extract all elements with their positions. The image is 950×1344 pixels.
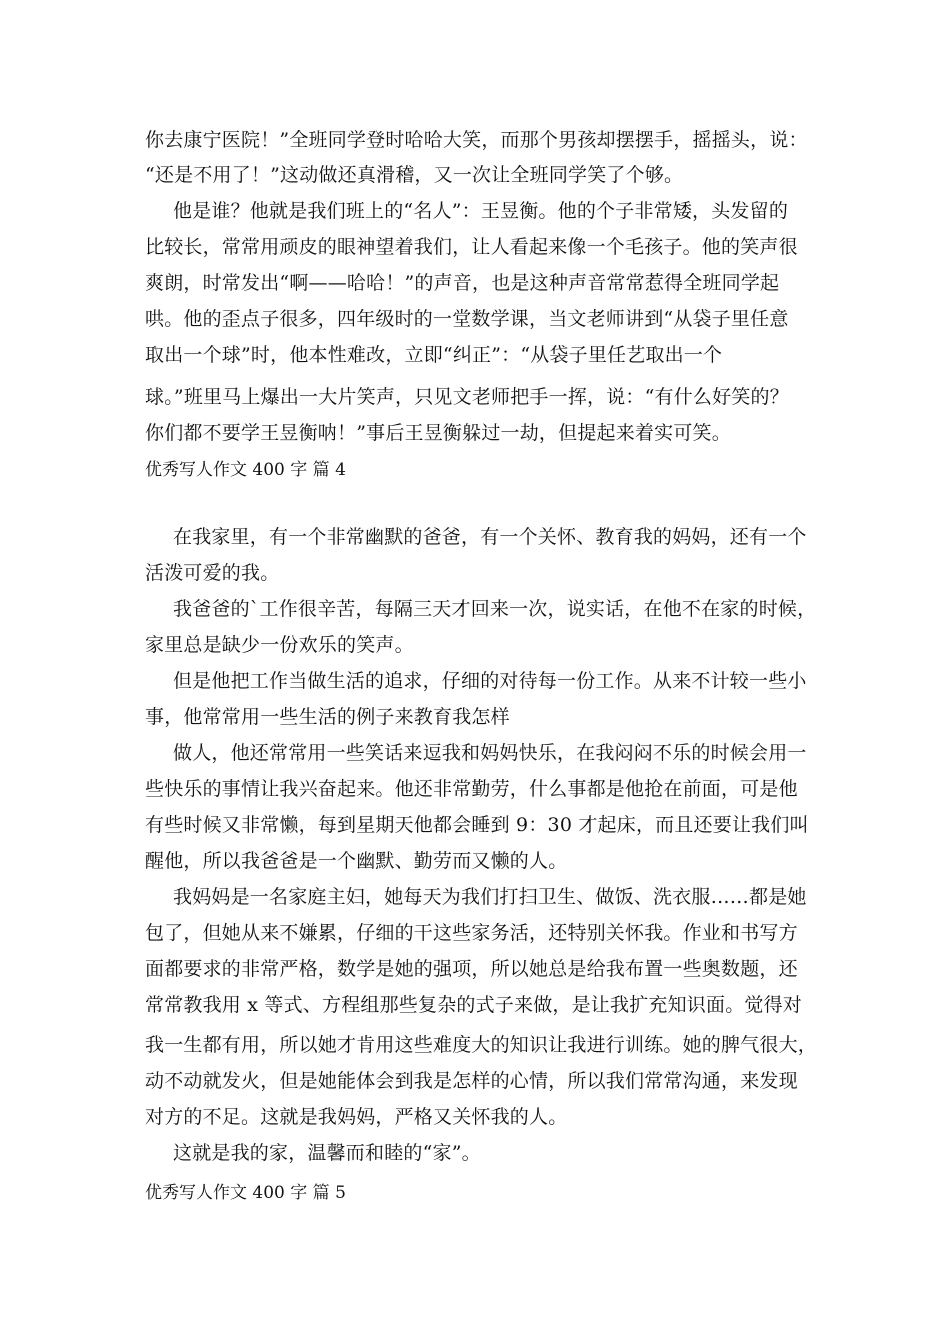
text-line: 球。”班里马上爆出一大片笑声，只见文老师把手一挥，说：“有什么好笑的？ <box>145 386 789 408</box>
text-line: 你们都不要学王昱衡呐！”事后王昱衡躲过一劫，但提起来着实可笑。 <box>145 422 731 444</box>
text-line: 你去康宁医院！”全班同学登时哈哈大笑，而那个男孩却摆摆手，摇摇头，说： <box>145 129 808 151</box>
text-line: 取出一个球”时，他本性难改，立即“纠正”：“从袋子里任艺取出一个 <box>145 344 723 366</box>
text-line: 常常教我用 x 等式、方程组那些复杂的式子来做，是让我扩充知识面。觉得对 <box>145 994 802 1016</box>
paragraph-start-line: 他是谁？他就是我们班上的“名人”：王昱衡。他的个子非常矮，头发留的 <box>173 200 789 222</box>
section-heading: 优秀写人作文 400 字 篇 4 <box>145 460 346 480</box>
paragraph-start-line: 做人，他还常常用一些笑话来逗我和妈妈快乐，在我闷闷不乐的时候会用一 <box>173 742 807 764</box>
text-line: 包了，但她从来不嫌累，仔细的干这些家务活，还特别关怀我。作业和书写方 <box>145 922 798 944</box>
text-line: 哄。他的歪点子很多，四年级时的一堂数学课，当文老师讲到“从袋子里任意 <box>145 308 789 330</box>
text-line: 醒他，所以我爸爸是一个幽默、勤劳而又懒的人。 <box>145 850 568 872</box>
text-line: 活泼可爱的我。 <box>145 562 280 584</box>
text-line: 面都要求的非常严格，数学是她的强项，所以她总是给我布置一些奥数题，还 <box>145 958 798 980</box>
text-line: “还是不用了！”这动做还真滑稽，又一次让全班同学笑了个够。 <box>145 164 684 186</box>
paragraph-start-line: 这就是我的家，温馨而和睦的“家”。 <box>173 1142 481 1164</box>
text-line: 事，他常常用一些生活的例子来教育我怎样 <box>145 706 510 728</box>
text-line: 动不动就发火，但是她能体会到我是怎样的心情，所以我们常常沟通，来发现 <box>145 1070 798 1092</box>
paragraph-start-line: 我爸爸的`工作很辛苦，每隔三天才回来一次，说实话，在他不在家的时候， <box>173 598 817 620</box>
text-line: 有些时候又非常懒，每到星期天他都会睡到 9：30 才起床，而且还要让我们叫 <box>145 814 809 836</box>
text-line: 我一生都有用，所以她才肯用这些难度大的知识让我进行训练。她的脾气很大， <box>145 1034 818 1056</box>
text-line: 些快乐的事情让我兴奋起来。他还非常勤劳，什么事都是他抢在前面，可是他 <box>145 778 798 800</box>
text-line: 爽朗，时常发出“啊——哈哈！”的声音，也是这种声音常常惹得全班同学起 <box>145 272 780 294</box>
section-heading: 优秀写人作文 400 字 篇 5 <box>145 1183 346 1203</box>
text-line: 对方的不足。这就是我妈妈，严格又关怀我的人。 <box>145 1106 568 1128</box>
paragraph-start-line: 在我家里，有一个非常幽默的爸爸，有一个关怀、教育我的妈妈，还有一个 <box>173 526 807 548</box>
paragraph-start-line: 但是他把工作当做生活的追求，仔细的对待每一份工作。从来不计较一些小 <box>173 670 807 692</box>
text-line: 比较长，常常用顽皮的眼神望着我们，让人看起来像一个毛孩子。他的笑声很 <box>145 236 798 258</box>
paragraph-start-line: 我妈妈是一名家庭主妇，她每天为我们打扫卫生、做饭、洗衣服……都是她 <box>173 886 807 908</box>
text-line: 家里总是缺少一份欢乐的笑声。 <box>145 634 414 656</box>
